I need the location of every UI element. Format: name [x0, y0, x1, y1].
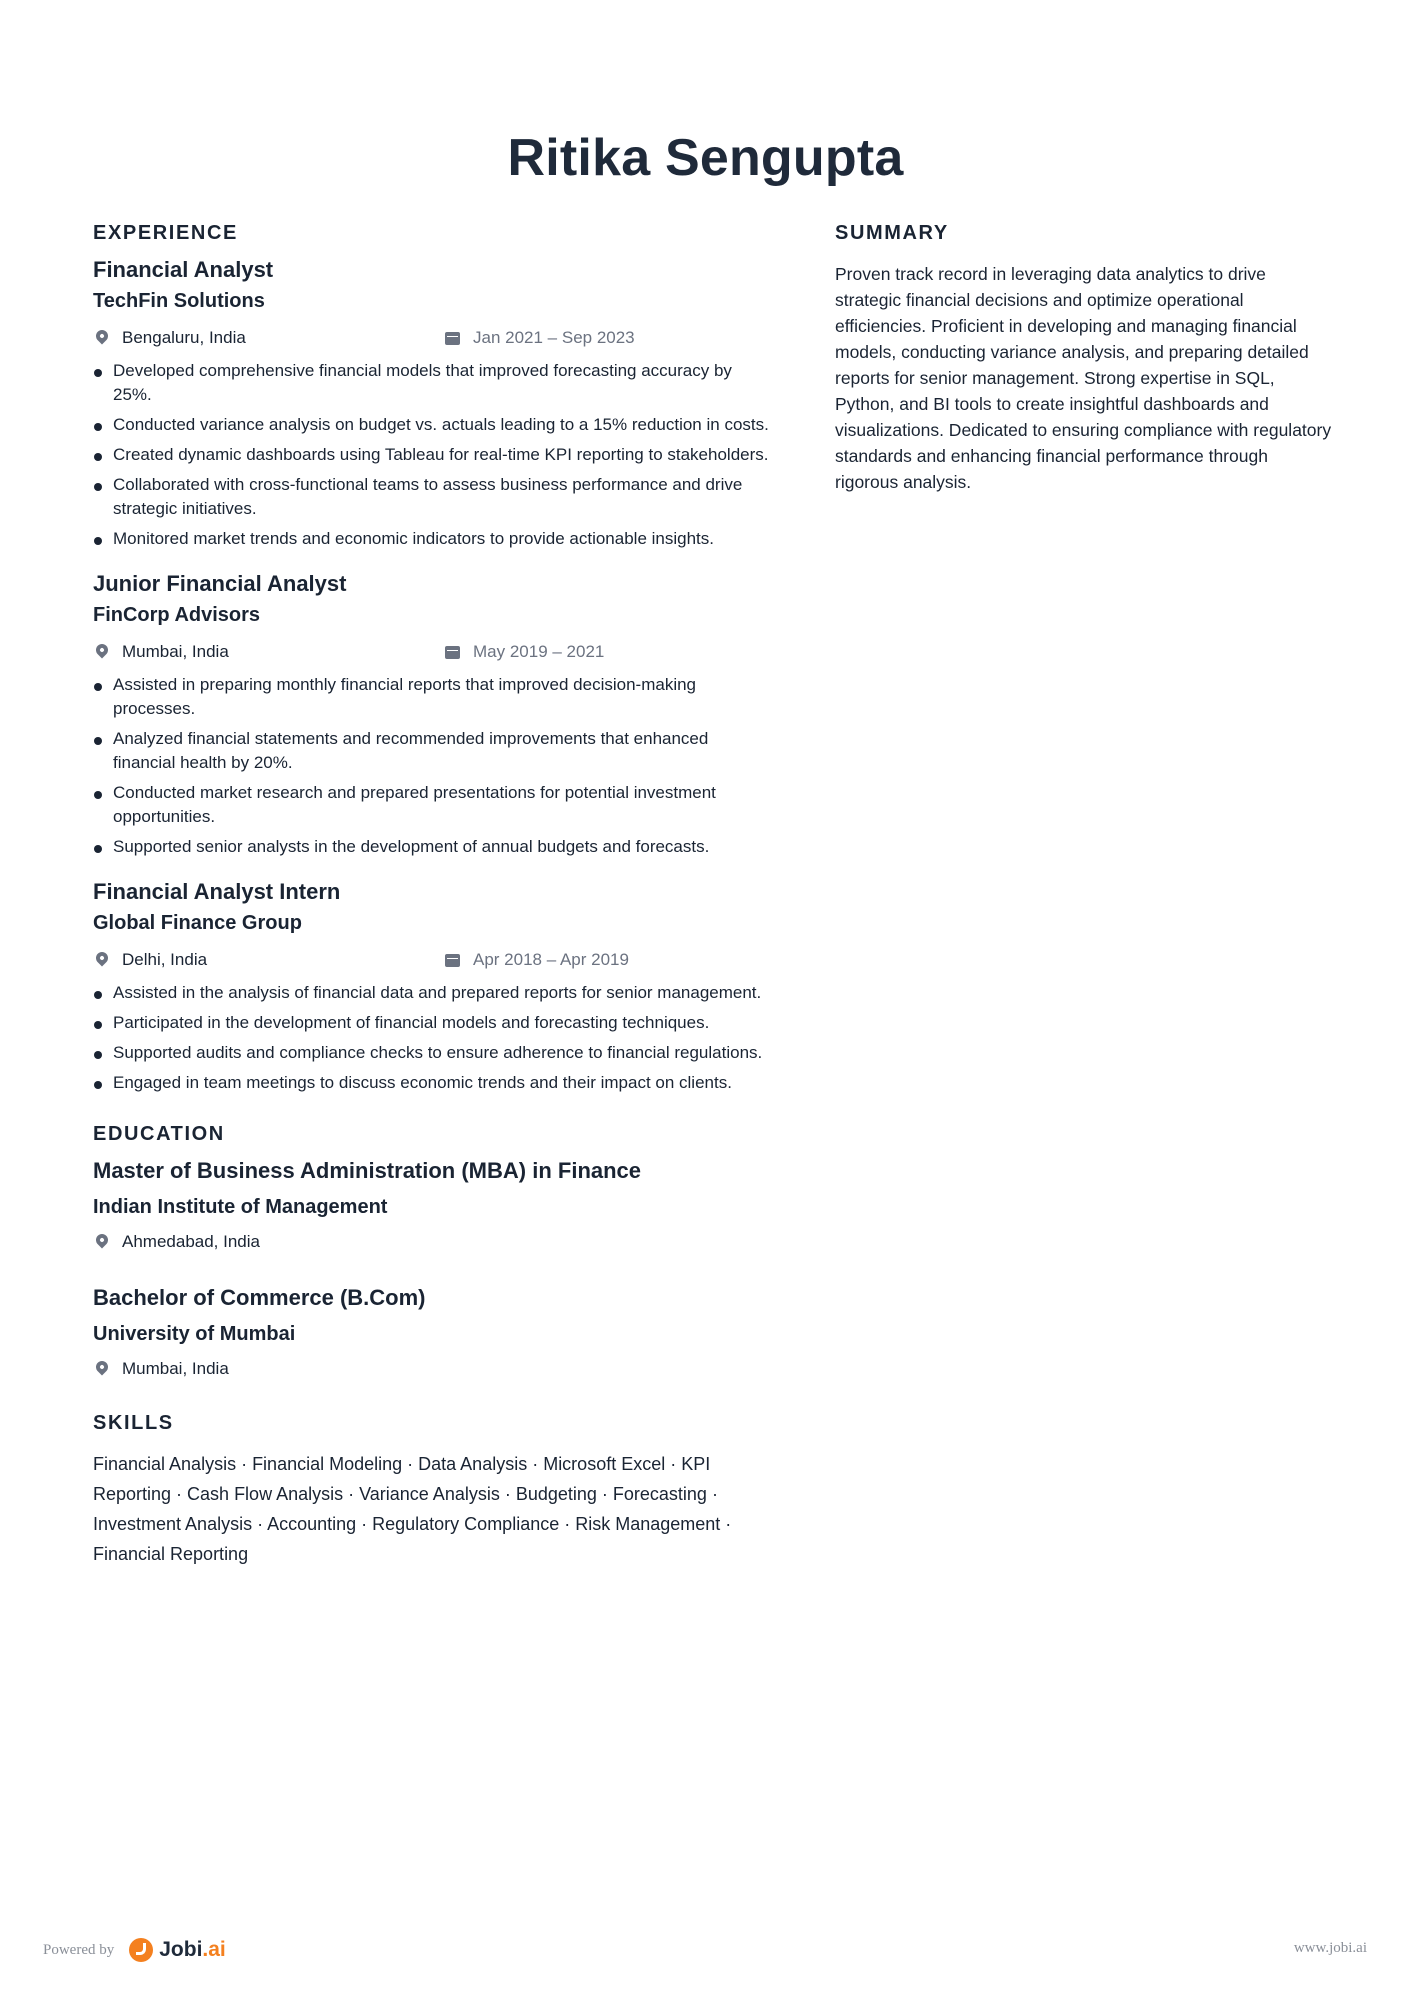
- left-column: [93, 222, 773, 1569]
- summary-text: Proven track record in leveraging data analytics to drive strategic financial decisions and optimize operational efficiencies. Proficient in developing and managing financial models, conducting variance analysis, and preparing detailed reports for senior management. Strong expertise in SQL, Python, and BI tools to create insightful dashboards and visualizations. Dedicated to ensuring compliance with regulatory standards and enhancing financial performance through rigorous analysis.: [835, 264, 1332, 492]
- brand-main: Jobi: [159, 1938, 203, 1961]
- brand-logo-text[interactable]: [159, 1938, 226, 1962]
- list-item: Analyzed financial statements and recommended improvements that enhanced financial health by 20%.: [93, 727, 773, 775]
- skills-list: Financial Analysis · Financial Modeling · Data Analysis · Microsoft Excel · KPI Reporting · Cash Flow Analysis · Variance Analysis · Budgeting · Forecasting · Investment Analysis · Accounting · Regulatory Compliance · Risk Management · Financial Reporting: [93, 1454, 732, 1564]
- list-item: Supported senior analysts in the development of annual budgets and forecasts.: [93, 835, 773, 859]
- location-pin-icon: [94, 1359, 111, 1376]
- job-entry: [93, 257, 773, 551]
- education-location-text: Mumbai, India: [122, 1359, 229, 1378]
- jobi-logo-icon: [129, 1938, 153, 1962]
- job-title: Financial Analyst Intern: [93, 879, 341, 904]
- job-meta: [93, 639, 773, 665]
- right-column: [835, 222, 1335, 495]
- job-location-text: Delhi, India: [122, 950, 208, 969]
- list-item: Monitored market trends and economic indicators to provide actionable insights.: [93, 527, 773, 551]
- job-location: [93, 950, 445, 970]
- job-bullets: [93, 981, 773, 1095]
- list-item: Participated in the development of financial models and forecasting techniques.: [93, 1011, 773, 1035]
- summary-heading: SUMMARY: [835, 222, 949, 244]
- job-entry: [93, 571, 773, 859]
- job-dates: [445, 642, 604, 662]
- job-dates-text: Jan 2021 – Sep 2023: [473, 328, 635, 347]
- job-dates-text: Apr 2018 – Apr 2019: [473, 950, 629, 969]
- education-heading: EDUCATION: [93, 1123, 225, 1145]
- location-pin-icon: [94, 642, 111, 659]
- calendar-icon: [445, 646, 460, 659]
- job-location: [93, 642, 445, 662]
- job-location-text: Mumbai, India: [122, 642, 229, 661]
- list-item: Created dynamic dashboards using Tableau for real-time KPI reporting to stakeholders.: [93, 443, 773, 467]
- list-item: Assisted in the analysis of financial data and prepared reports for senior management.: [93, 981, 773, 1005]
- education-school: University of Mumbai: [93, 1323, 296, 1345]
- job-company: Global Finance Group: [93, 912, 302, 934]
- list-item: Engaged in team meetings to discuss economic trends and their impact on clients.: [93, 1071, 773, 1095]
- powered-by-label: Powered by: [43, 1941, 115, 1958]
- job-location-text: Bengaluru, India: [122, 328, 246, 347]
- experience-heading: EXPERIENCE: [93, 222, 238, 244]
- candidate-name: Ritika Sengupta: [507, 129, 904, 187]
- job-bullets: [93, 673, 773, 859]
- job-entry: [93, 879, 773, 1095]
- location-pin-icon: [94, 1232, 111, 1249]
- calendar-icon: [445, 332, 460, 345]
- education-degree: Master of Business Administration (MBA) in Finance: [93, 1158, 642, 1183]
- job-title: Financial Analyst: [93, 257, 274, 282]
- list-item: Supported audits and compliance checks to ensure adherence to financial regulations.: [93, 1041, 773, 1065]
- education-meta: [93, 1356, 773, 1382]
- education-degree: Bachelor of Commerce (B.Com): [93, 1285, 426, 1310]
- education-location-text: Ahmedabad, India: [122, 1232, 260, 1251]
- education-school: Indian Institute of Management: [93, 1196, 388, 1218]
- job-dates-text: May 2019 – 2021: [473, 642, 605, 661]
- job-company: TechFin Solutions: [93, 290, 265, 312]
- list-item: Conducted variance analysis on budget vs. actuals leading to a 15% reduction in costs.: [93, 413, 773, 437]
- education-entry: [93, 1285, 773, 1382]
- location-pin-icon: [94, 950, 111, 967]
- job-dates: [445, 950, 629, 970]
- location-pin-icon: [94, 328, 111, 345]
- job-bullets: [93, 359, 773, 551]
- job-title: Junior Financial Analyst: [93, 571, 347, 596]
- job-meta: [93, 947, 773, 973]
- calendar-icon: [445, 954, 460, 967]
- job-meta: [93, 325, 773, 351]
- list-item: Assisted in preparing monthly financial reports that improved decision-making processes.: [93, 673, 773, 721]
- skills-heading: SKILLS: [93, 1412, 174, 1434]
- job-company: FinCorp Advisors: [93, 604, 261, 626]
- powered-by-footer: [43, 1938, 226, 1962]
- education-meta: [93, 1229, 773, 1255]
- website-link[interactable]: www.jobi.ai: [1293, 1940, 1367, 1956]
- education-location: [93, 1232, 445, 1252]
- list-item: Developed comprehensive financial models that improved forecasting accuracy by 25%.: [93, 359, 773, 407]
- job-location: [93, 328, 445, 348]
- education-entry: [93, 1158, 773, 1255]
- list-item: Conducted market research and prepared presentations for potential investment opportunities.: [93, 781, 773, 829]
- list-item: Collaborated with cross-functional teams to assess business performance and drive strategic initiatives.: [93, 473, 773, 521]
- job-dates: [445, 328, 635, 348]
- brand-accent: .ai: [202, 1938, 226, 1961]
- education-location: [93, 1359, 445, 1379]
